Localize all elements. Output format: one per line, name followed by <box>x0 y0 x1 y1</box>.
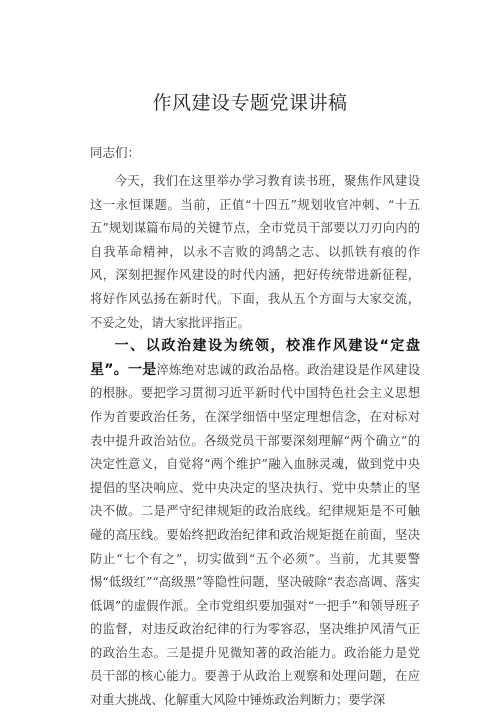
section-1-paragraph <box>90 335 420 713</box>
document-body <box>90 170 420 713</box>
greeting: 同志们： <box>90 145 141 160</box>
section-1-heading: 一、以政治建设为统领，校准作风建设“定盘星”。一是 <box>90 338 420 378</box>
intro-paragraph: 今天，我们在这里举办学习教育读书班，聚焦作风建设这一永恒课题。当前，正值“十四五”规划收官冲刺、“十五五”规划谋篇布局的关键节点，全市党员干部要以刀刃向内的自我革命精神，以永不言败的鸿鹄之志、以抓铁有痕的作风，深刻把握作风建设的时代内涵，把好传统带进新征程，将好作风弘扬在新时代。下面，我从五个方面与大家交流，不妥之处，请大家批评指正。 <box>90 174 420 330</box>
section-1-body: 淬炼绝对忠诚的政治品格。政治建设是作风建设的根脉。要把学习贯彻习近平新时代中国特色社会主义思想作为首要政治任务，在深学细悟中坚定理想信念，在对标对表中提升政治站位。各级党员干部要深刻理解“两个确立”的决定性意义，自觉将“两个维护”融入血脉灵魂，做到党中央提倡的坚决响应、党中央决定的坚决执行、党中央禁止的坚决不做。二是严守纪律规矩的政治底线。纪律规矩是不可触碰的高压线。要始终把政治纪律和政治规矩挺在前面，坚决防止“七个有之”，切实做到“五个必须”。当前，尤其要警惕“低级红”“高级黑”等隐性问题，坚决破除“表态高调、落实低调”的虚假作派。全市党组织要加强对“一把手”和领导班子的监督，对违反政治纪律的行为零容忍，坚决维护风清气正的政治生态。三是提升见微知著的政治能力。政治能力是党员干部的核心能力。要善于从政治上观察和处理问题，在应对重大挑战、化解重大风险中锤炼政治判断力；要学深 <box>90 362 420 708</box>
document-title: 作风建设专题党课讲稿 <box>152 92 348 114</box>
